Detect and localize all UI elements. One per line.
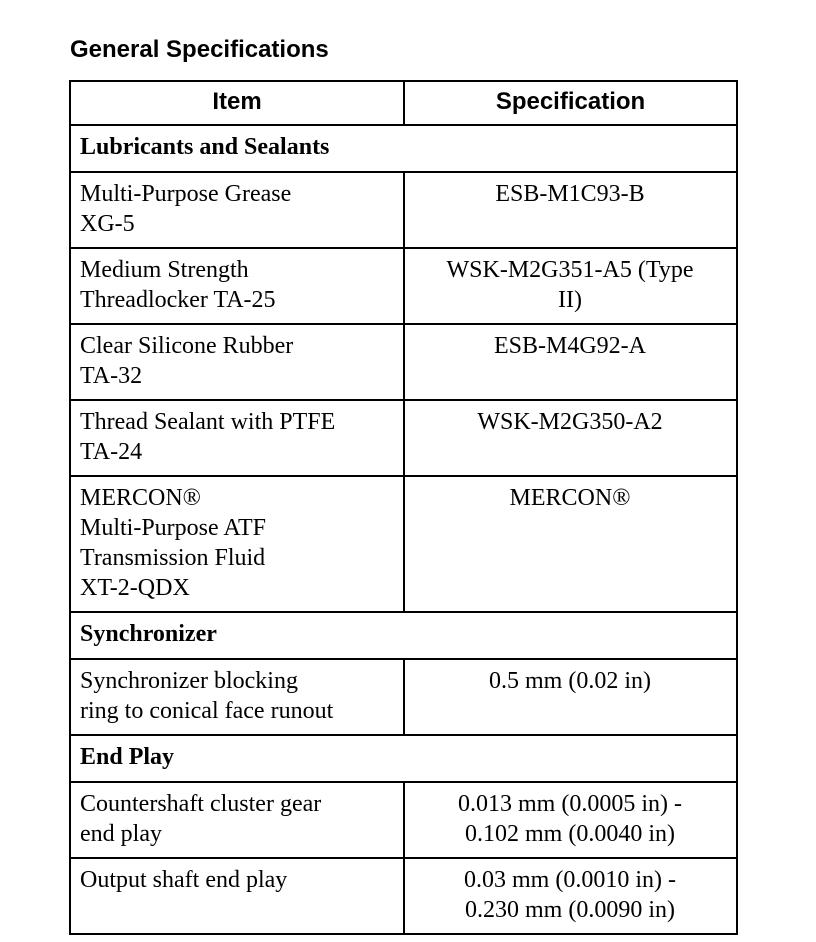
item-line: Medium Strength (80, 257, 249, 283)
item-line: XT-2-QDX (80, 575, 190, 601)
specification-cell (404, 324, 737, 400)
item-line: end play (80, 821, 162, 847)
spec-line: WSK-M2G351-A5 (Type (446, 257, 694, 283)
spec-line: II) (558, 287, 582, 313)
spec-line: WSK-M2G350-A2 (477, 409, 663, 435)
item-line: MERCON® (80, 485, 201, 511)
table-row (70, 400, 737, 476)
category-synchronizer: Synchronizer (70, 612, 737, 659)
spec-line: 0.5 mm (0.02 in) (489, 668, 651, 694)
page-title: General Specifications (70, 36, 329, 63)
table-row (70, 172, 737, 248)
item-line: ring to conical face runout (80, 698, 334, 724)
item-line: Multi-Purpose ATF (80, 515, 267, 541)
item-cell (70, 858, 404, 934)
table-row (70, 248, 737, 324)
specification-cell (404, 400, 737, 476)
specifications-table (69, 80, 738, 935)
category-end-play: End Play (70, 735, 737, 782)
item-line: Transmission Fluid (80, 545, 266, 571)
specification-cell (404, 782, 737, 858)
category-row (70, 125, 737, 172)
spec-line: 0.03 mm (0.0010 in) - (464, 867, 676, 893)
spec-line: 0.102 mm (0.0040 in) (465, 821, 675, 847)
item-cell (70, 172, 404, 248)
table-header-row (70, 81, 737, 125)
table-row (70, 659, 737, 735)
item-cell (70, 400, 404, 476)
item-cell (70, 659, 404, 735)
table-row (70, 476, 737, 612)
spec-line: ESB-M4G92-A (493, 333, 646, 359)
column-header-specification: Specification (404, 81, 737, 125)
spec-line: 0.230 mm (0.0090 in) (465, 897, 675, 923)
item-cell (70, 324, 404, 400)
item-cell (70, 476, 404, 612)
item-line: Multi-Purpose Grease (80, 181, 292, 207)
table-row (70, 324, 737, 400)
specification-cell (404, 248, 737, 324)
item-line: Synchronizer blocking (80, 668, 298, 694)
item-line: TA-32 (80, 363, 143, 389)
item-line: Clear Silicone Rubber (80, 333, 294, 359)
spec-line: ESB-M1C93-B (495, 181, 645, 207)
category-row (70, 735, 737, 782)
category-row (70, 612, 737, 659)
specification-cell (404, 476, 737, 612)
spec-line: 0.013 mm (0.0005 in) - (458, 791, 682, 817)
specification-cell (404, 172, 737, 248)
item-line: Output shaft end play (80, 867, 288, 893)
table-row (70, 858, 737, 934)
specification-cell (404, 858, 737, 934)
item-cell (70, 782, 404, 858)
item-line: TA-24 (80, 439, 143, 465)
item-line: Countershaft cluster gear (80, 791, 322, 817)
spec-line: MERCON® (509, 485, 631, 511)
item-line: XG-5 (80, 211, 135, 237)
column-header-item: Item (70, 81, 404, 125)
item-cell (70, 248, 404, 324)
item-line: Thread Sealant with PTFE (80, 409, 336, 435)
category-lubricants-and-sealants: Lubricants and Sealants (70, 125, 737, 172)
item-line: Threadlocker TA-25 (80, 287, 276, 313)
table-row (70, 782, 737, 858)
specification-cell (404, 659, 737, 735)
